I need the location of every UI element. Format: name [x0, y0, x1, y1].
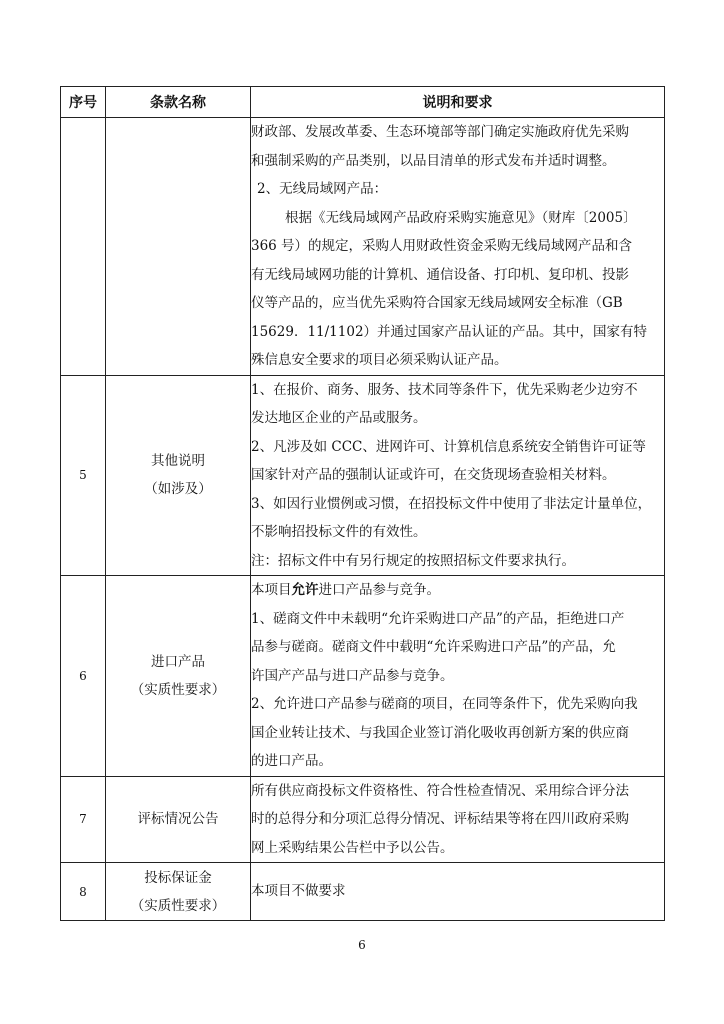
table-row-7	[61, 776, 665, 863]
desc-line: 不影响招投标文件的有效性。	[251, 524, 427, 540]
first-pre: 本项目	[251, 582, 292, 598]
row6-description	[251, 576, 665, 777]
desc-line: 许国产产品与进口产品参与竞争。	[251, 667, 454, 684]
desc-line: 1、在报价、商务、服务、技术同等条件下，优先采购老少边穷不	[251, 381, 638, 398]
row6-name-line1: 进口产品	[151, 653, 205, 670]
desc-line: 殊信息安全要求的项目必须采购认证产品。	[251, 352, 508, 368]
desc-line: 有无线局域网功能的计算机、通信设备、打印机、复印机、投影	[251, 266, 629, 283]
row7-serial: 7	[61, 776, 106, 863]
desc-line: 366 号）的规定，采购人用财政性资金采购无线局域网产品和含	[251, 238, 633, 254]
row8-name-line1: 投标保证金	[144, 869, 212, 886]
row-cont-description	[251, 118, 665, 376]
first-post: 进口产品参与竞争。	[318, 582, 440, 598]
table-row-6	[61, 576, 665, 777]
desc-line: 1、磋商文件中未载明“允许采购进口产品”的产品，拒绝进口产	[251, 610, 625, 627]
desc-line: 2、凡涉及如 CCC、进网许可、计算机信息系统安全销售许可证等	[251, 438, 646, 455]
row5-name-line1: 其他说明	[151, 453, 205, 470]
desc-line: 所有供应商投标文件资格性、符合性检查情况、采用综合评分法	[251, 782, 629, 799]
clauses-table	[60, 86, 665, 921]
page-number: 6	[358, 938, 366, 952]
row8-serial: 8	[61, 863, 106, 921]
table-row-8	[61, 863, 665, 921]
row8-name-line2: （实质性要求）	[130, 897, 226, 914]
header-serial: 序号	[61, 87, 106, 118]
row-cont-serial	[61, 118, 106, 376]
row5-description	[251, 375, 665, 576]
desc-line: 和强制采购的产品类别，以品目清单的形式发布并适时调整。	[251, 152, 616, 169]
desc-line: 财政部、发展改革委、生态环境部等部门确定实施政府优先采购	[251, 124, 629, 140]
desc-line: 3、如因行业惯例或习惯，在招投标文件中使用了非法定计量单位，	[251, 495, 652, 512]
desc-line: 网上采购结果公告栏中予以公告。	[251, 839, 454, 856]
desc-line: 时的总得分和分项汇总得分情况、评标结果等将在四川政府采购	[251, 811, 629, 827]
row8-description: 本项目不做要求	[251, 863, 665, 921]
row6-name-line2: （实质性要求）	[130, 681, 226, 698]
desc-line: 国家针对产品的强制认证或许可，在交货现场查验相关材料。	[251, 467, 616, 483]
row5-name	[106, 375, 251, 576]
desc-line: 15629．11/1102）并通过国家产品认证的产品。其中，国家有特	[251, 323, 648, 340]
row6-name	[106, 576, 251, 777]
desc-line: 根据《无线局域网产品政府采购实施意见》（财库〔2005〕	[285, 209, 637, 226]
table-row-continued	[61, 118, 665, 376]
desc-line: 品参与磋商。磋商文件中载明“允许采购进口产品”的产品，允	[251, 639, 616, 655]
desc-line: 注：招标文件中有另行规定的按照招标文件要求执行。	[251, 552, 575, 569]
row6-serial: 6	[61, 576, 106, 777]
desc-line: 2、无线局域网产品：	[257, 181, 388, 197]
row-cont-name	[106, 118, 251, 376]
row8-name	[106, 863, 251, 921]
table-row-5	[61, 375, 665, 576]
header-clause-name: 条款名称	[106, 87, 251, 118]
desc-line: 仪等产品的，应当优先采购符合国家无线局域网安全标准（GB	[251, 295, 623, 311]
allow-emphasis: 允许	[291, 582, 319, 598]
header-description: 说明和要求	[251, 87, 665, 118]
desc-line: 国企业转让技术、与我国企业签订消化吸收再创新方案的供应商	[251, 724, 629, 741]
desc-line: 的进口产品。	[251, 753, 332, 769]
row5-name-line2: （如涉及）	[144, 481, 212, 498]
row7-description	[251, 776, 665, 863]
row5-serial: 5	[61, 375, 106, 576]
table-header-row	[61, 87, 665, 118]
row7-name: 评标情况公告	[106, 776, 251, 863]
desc-line: 发达地区企业的产品或服务。	[251, 410, 427, 426]
desc-line-first	[251, 576, 664, 605]
desc-line: 2、允许进口产品参与磋商的项目，在同等条件下，优先采购向我	[251, 696, 638, 712]
